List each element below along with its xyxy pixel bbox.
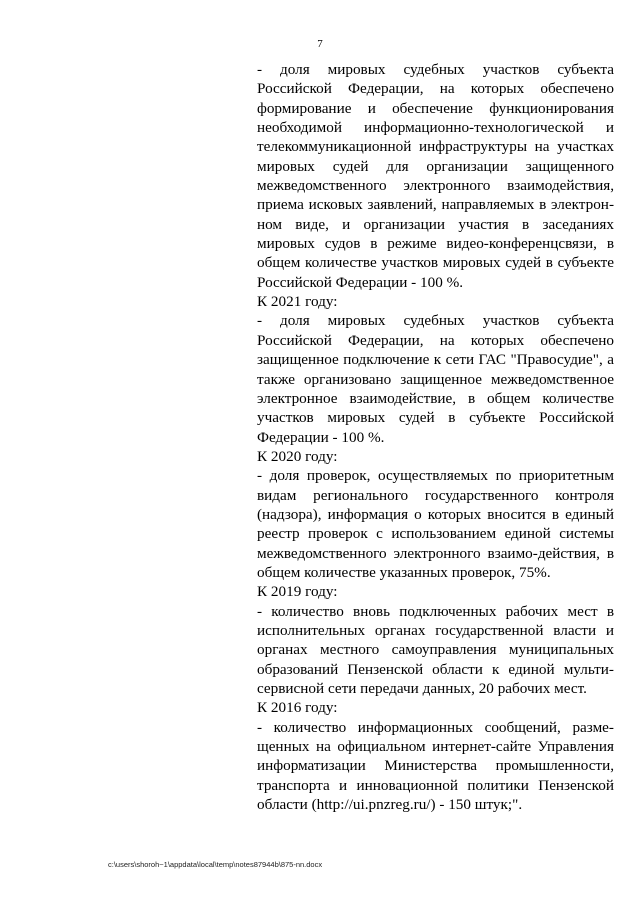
paragraph-informatsionnye-soobshcheniya: - количество информационных сообщений, разме-щенных на официальном интернет-сайте Управления информатизации Министерства промышленности, транспорта и инновационной политики Пензенской области (http://ui.pnzreg.ru/) - 150 штук;".	[257, 718, 614, 814]
document-body	[257, 60, 614, 814]
heading-2020: К 2020 году:	[257, 447, 338, 465]
footer-file-path: c:\users\shoroh~1\appdata\local\temp\notes87944b\875-nn.docx	[108, 860, 323, 869]
heading-2021: К 2021 году:	[257, 293, 338, 311]
heading-2019: К 2019 году:	[257, 583, 338, 601]
page-number: 7	[317, 38, 323, 50]
heading-2016: К 2016 году:	[257, 699, 338, 717]
paragraph-mirovye-sudy-infrastruktura: - доля мировых судебных участков субъекта Российской Федерации, на которых обеспечено формирование и обеспечение функционирования необходимой информационно-технологической и телекоммуникационной инфраструктуры на участках мировых судей для организации защищенного межведомственного электронного взаимодействия, приема исковых заявлений, направляемых в электрон-ном виде, и организации участия в заседаниях мировых судов в режиме видео-конференцсвязи, в общем количестве участков мировых судей в субъекте Российской Федерации - 100 %.	[257, 61, 614, 291]
paragraph-rabochie-mesta: - количество вновь подключенных рабочих мест в исполнительных органах государственной власти и органах местного самоуправления муниципальных образований Пензенской области к единой мульти-сервисной сети передачи данных, 20 рабочих мест.	[257, 602, 614, 697]
paragraph-reestr-proverok: - доля проверок, осуществляемых по приоритетным видам регионального государственного контроля (надзора), информация о которых вносится в единый реестр проверок с использованием единой системы межведомственного электронного взаимо-действия, в общем количестве указанных проверок, 75%.	[257, 467, 614, 581]
paragraph-gas-pravosudie: - доля мировых судебных участков субъекта Российской Федерации, на которых обеспечено защищенное подключение к сети ГАС "Правосудие", а также организовано защищенное межведомственное электронное взаимодействие, в общем количестве участков мировых судей в субъекте Российской Федерации - 100 %.	[257, 312, 614, 446]
